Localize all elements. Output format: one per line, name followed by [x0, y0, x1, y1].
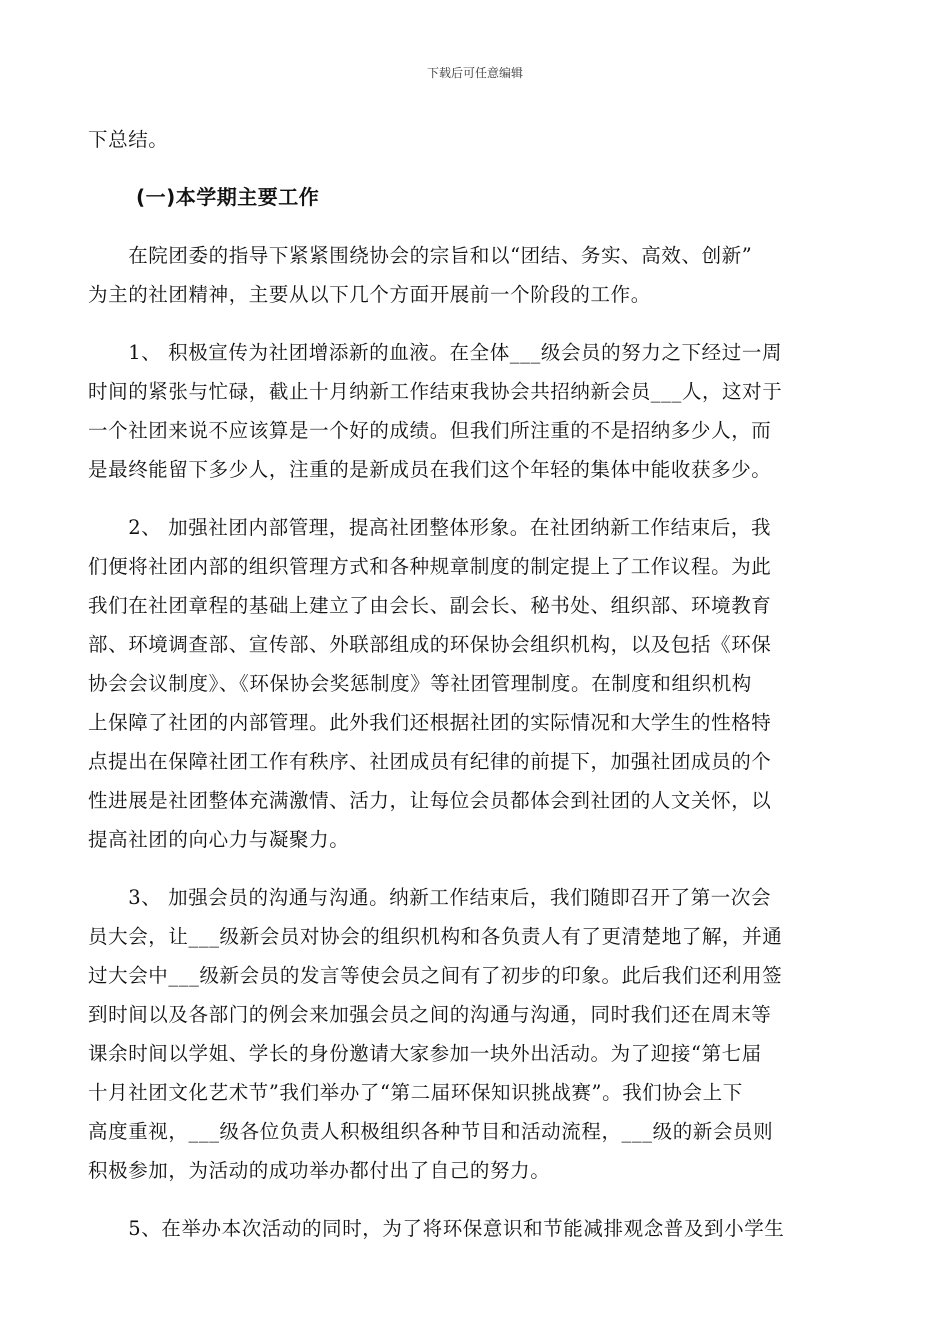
text-line: 十月社团文化艺术节”我们举办了“第二届环保知识挑战赛”。我们协会上下 — [88, 1081, 743, 1104]
text-line: 课余时间以学姐、学长的身份邀请大家参加一块外出活动。为了迎接“第七届 — [88, 1042, 762, 1065]
text-line: 员大会，让___级新会员对协会的组织机构和各负责人有了更清楚地了解，并通 — [88, 925, 783, 948]
paragraph-item-5 — [88, 1209, 863, 1248]
text-line: 一个社团来说不应该算是一个好的成绩。但我们所注重的不是招纳多少人，而 — [88, 419, 772, 442]
text-line: 到时间以及各部门的例会来加强会员之间的沟通与沟通，同时我们还在周末等 — [88, 1003, 772, 1026]
paragraph-gap — [88, 159, 863, 178]
text-line: 高度重视，___级各位负责人积极组织各种节目和活动流程，___级的新会员则 — [88, 1120, 774, 1143]
text-line: 过大会中___级新会员的发言等使会员之间有了初步的印象。此后我们还利用签 — [88, 964, 783, 987]
text-line: 们便将社团内部的组织管理方式和各种规章制度的制定提上了工作议程。为此 — [88, 555, 772, 578]
paragraph-gap — [88, 314, 863, 333]
text-line: 积极参加，为活动的成功举办都付出了自己的努力。 — [88, 1159, 551, 1182]
text-line: 3、 加强会员的沟通与沟通。纳新工作结束后，我们随即召开了第一次会 — [88, 886, 772, 909]
page-header: 下载后可任意编辑 — [426, 66, 523, 80]
text-line: 时间的紧张与忙碌，截止十月纳新工作结束我协会共招纳新会员___人，这对于 — [88, 380, 783, 403]
text-line: 5、在举办本次活动的同时，为了将环保意识和节能减排观念普及到小学生 — [88, 1217, 785, 1240]
paragraph-item-3 — [88, 878, 863, 1190]
section-heading: (一)本学期主要工作 — [136, 185, 320, 209]
text-line: 协会会议制度》、《环保协会奖惩制度》等社团管理制度。在制度和组织机构 — [88, 672, 752, 695]
text-line: 提高社团的向心力与凝聚力。 — [88, 828, 350, 851]
paragraph-gap — [88, 217, 863, 236]
intro-tail-line: 下总结。 — [88, 128, 169, 151]
paragraph-gap — [88, 859, 863, 878]
text-line: 是最终能留下多少人，注重的是新成员在我们这个年轻的集体中能收获多少。 — [88, 458, 772, 481]
paragraph-gap — [88, 1190, 863, 1209]
text-line: 2、 加强社团内部管理，提高社团整体形象。在社团纳新工作结束后，我 — [88, 516, 772, 539]
text-line: 为主的社团精神，主要从以下几个方面开展前一个阶段的工作。 — [88, 283, 651, 306]
paragraph-intro — [88, 236, 863, 314]
document-body — [88, 120, 863, 1248]
paragraph-item-2 — [88, 508, 863, 859]
text-line: 上保障了社团的内部管理。此外我们还根据社团的实际情况和大学生的性格特 — [88, 711, 772, 734]
paragraph-gap — [88, 489, 863, 508]
text-line: 性进展是社团整体充满激情、活力，让每位会员都体会到社团的人文关怀，以 — [88, 789, 772, 812]
text-line: 在院团委的指导下紧紧围绕协会的宗旨和以“团结、务实、高效、创新” — [88, 244, 753, 267]
text-line: 1、 积极宣传为社团增添新的血液。在全体___级会员的努力之下经过一周 — [88, 341, 783, 364]
text-line: 点提出在保障社团工作有秩序、社团成员有纪律的前提下，加强社团成员的个 — [88, 750, 772, 773]
paragraph-item-1 — [88, 333, 863, 489]
text-line: 我们在社团章程的基础上建立了由会长、副会长、秘书处、组织部、环境教育 — [88, 594, 772, 617]
text-line: 部、环境调查部、宣传部、外联部组成的环保协会组织机构，以及包括《环保 — [88, 633, 772, 656]
